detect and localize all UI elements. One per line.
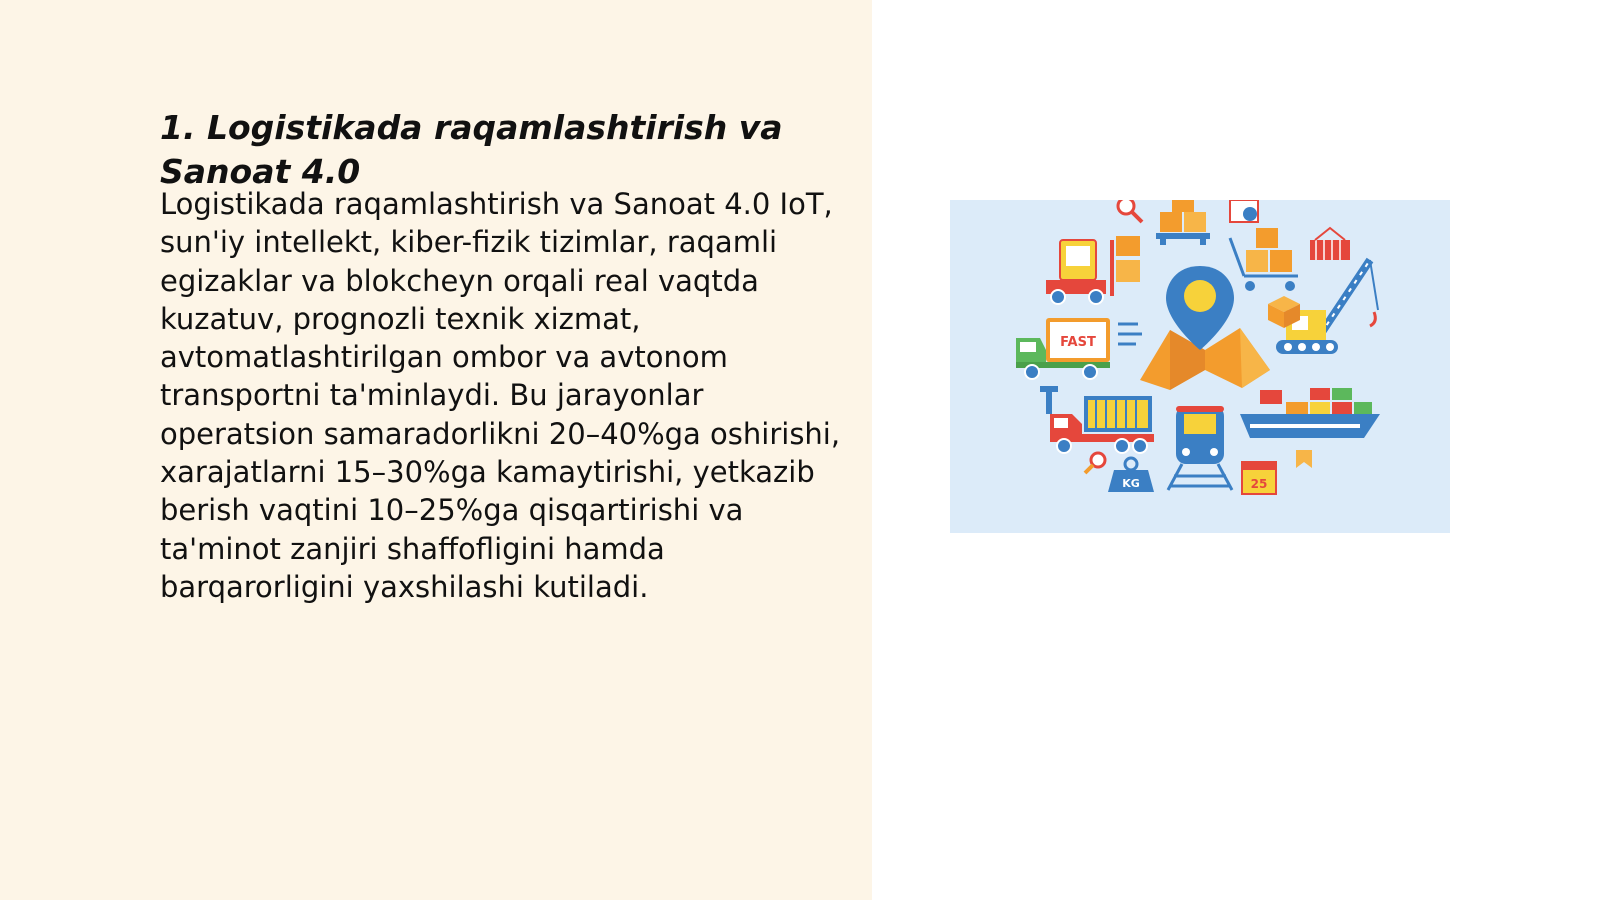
calendar-icon <box>1242 462 1276 494</box>
container-truck-icon <box>1040 386 1154 453</box>
tag-icon <box>1296 450 1312 468</box>
forklift-icon <box>1046 236 1140 304</box>
kg-label: KG <box>1122 477 1140 490</box>
pallet-boxes-icon <box>1156 200 1210 245</box>
cart-icon <box>1230 228 1298 291</box>
magnifier-icon <box>1118 200 1142 222</box>
calendar-day-label: 25 <box>1250 477 1268 491</box>
fast-truck-icon <box>1016 318 1142 379</box>
container-icon <box>1310 228 1350 260</box>
chart-icon <box>1230 200 1258 222</box>
magnifier-small-icon <box>1085 453 1105 473</box>
train-icon <box>1168 406 1232 490</box>
fast-label: FAST <box>1060 335 1096 350</box>
cargo-ship-icon <box>1240 388 1380 438</box>
slide-title: 1. Logistikada raqamlashtirish va Sanoat 4.0 <box>160 108 783 191</box>
weight-icon <box>1108 458 1154 492</box>
logistics-illustration <box>950 200 1450 533</box>
slide-body: Logistikada raqamlashtirish va Sanoat 4.0 IoT, sun'iy intellekt, kiber-fizik tizimlar, raqamli egizaklar va blokcheyn orqali real vaqtda kuzatuv, prognozli texnik xizmat, avtomatlashtirilgan ombor va avtonom transportni ta'minlaydi. Bu jarayonlar operatsion samaradorlikni 20–40%ga oshirishi, xarajatlarni 15–30%ga kamaytirishi, yetkazib berish vaqtini 10–25%ga qisqartirishi va ta'minot zanjiri shaffofligini hamda barqarorligini yaxshilashi kutiladi. <box>160 187 841 604</box>
